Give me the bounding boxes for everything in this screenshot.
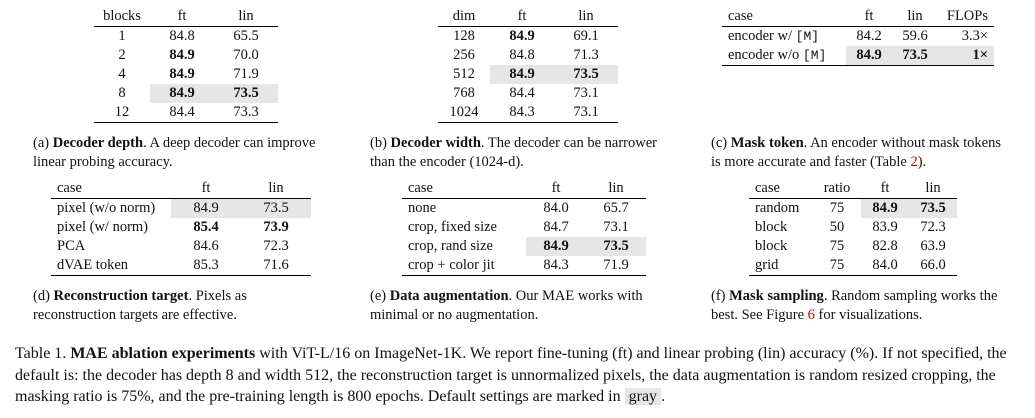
cell: 84.2 [856, 28, 882, 44]
caption-text: . Pixels as reconstruction targets are effective. [33, 288, 247, 323]
table-row [722, 46, 994, 66]
cell: 73.5 [554, 65, 618, 84]
cell: 84.9 [861, 199, 909, 219]
cell: 82.8 [872, 238, 898, 254]
header-dim: dim [438, 7, 490, 27]
header-ft: ft [526, 179, 586, 199]
caption-text: for visualizations. [814, 307, 923, 323]
caption-f [711, 287, 1016, 325]
cell: pixel (w/o norm) [57, 200, 156, 216]
cell: 84.9 [509, 28, 535, 44]
cell: 73.5 [214, 84, 278, 103]
header-case: case [722, 7, 846, 27]
header-lin: lin [909, 179, 957, 199]
cell: 73.5 [241, 199, 311, 219]
cell: 84.8 [509, 47, 535, 63]
cell: 1024 [438, 103, 490, 123]
case-text: encoder w/o [728, 47, 803, 63]
cell: 73.5 [909, 199, 957, 219]
cell: 8 [118, 85, 126, 101]
cell: 73.3 [214, 103, 278, 123]
cell [722, 46, 846, 66]
cell: 84.9 [169, 66, 195, 82]
cell: 84.9 [526, 237, 586, 256]
cell: 84.4 [150, 103, 214, 123]
cell: random [755, 200, 800, 216]
cell: 73.1 [554, 103, 618, 123]
caption-text: ). [917, 154, 927, 170]
table-row [438, 84, 618, 103]
cell: 84.8 [169, 28, 195, 44]
header-lin: lin [214, 7, 278, 27]
header-case: case [51, 179, 171, 199]
caption-a [33, 134, 333, 172]
table-row [94, 103, 278, 123]
caption-title: Data augmentation [389, 288, 509, 304]
cell: 85.4 [193, 219, 219, 235]
cell: 72.3 [920, 219, 946, 235]
caption-title: Decoder width [390, 135, 481, 151]
header-case: case [402, 179, 526, 199]
table-row [749, 199, 957, 219]
decoder-width-table [438, 7, 618, 123]
cell: 70.0 [233, 47, 259, 63]
cell: block [755, 219, 788, 235]
reconstruction-target-table [51, 179, 311, 276]
caption-prefix: Table 1. [15, 345, 71, 362]
header-ft: ft [846, 7, 892, 27]
caption-suffix: . [661, 388, 666, 405]
caption-text: . A deep decoder can improve linear probing accuracy. [33, 135, 316, 170]
cell: crop + color jit [402, 256, 526, 276]
cell: 84.7 [543, 219, 569, 235]
cell [722, 27, 846, 47]
table-row [51, 256, 311, 276]
cell: 3.3× [961, 28, 988, 44]
mask-token-symbol: [M] [795, 29, 820, 44]
table-reference-link[interactable]: 2 [910, 154, 918, 170]
cell: 59.6 [902, 28, 928, 44]
cell: 84.3 [526, 256, 586, 276]
header-ft: ft [171, 179, 241, 199]
cell: 71.3 [573, 47, 599, 63]
caption-title: Mask token [730, 135, 804, 151]
header-lin: lin [241, 179, 311, 199]
mask-token-table [722, 7, 994, 66]
table-row [51, 218, 311, 237]
cell: 84.9 [846, 46, 892, 66]
cell: 73.1 [603, 219, 629, 235]
cell: 4 [118, 66, 126, 82]
cell: 50 [829, 219, 845, 235]
cell: block [755, 238, 788, 254]
gray-sample: gray [625, 388, 661, 405]
caption-title: Mask sampling [729, 288, 824, 304]
caption-label: (a) [33, 135, 53, 151]
cell: 256 [453, 47, 475, 63]
cell: 85.3 [171, 256, 241, 276]
caption-label: (b) [370, 135, 391, 151]
header-blocks: blocks [94, 7, 150, 27]
table-row [94, 65, 278, 84]
cell: 512 [453, 66, 475, 82]
cell: 65.7 [603, 200, 629, 216]
subtable-c [722, 7, 994, 66]
table-row [438, 103, 618, 123]
table-row [722, 27, 994, 47]
cell: 1 [118, 28, 126, 44]
table-row [51, 237, 311, 256]
header-ft: ft [150, 7, 214, 27]
caption-label: (c) [711, 135, 731, 151]
decoder-depth-table [94, 7, 278, 123]
caption-title: Reconstruction target [53, 288, 189, 304]
cell: 75 [813, 256, 861, 276]
caption-b [370, 134, 670, 172]
table-caption [15, 343, 1020, 408]
table-row [749, 218, 957, 237]
caption-title: Decoder depth [52, 135, 144, 151]
cell: 84.3 [490, 103, 554, 123]
caption-label: (e) [370, 288, 390, 304]
cell: 73.5 [892, 46, 938, 66]
mask-sampling-table [749, 179, 957, 276]
subtable-d [51, 179, 311, 276]
cell: 84.0 [861, 256, 909, 276]
cell: 768 [453, 85, 475, 101]
header-lin: lin [892, 7, 938, 27]
header-ft: ft [490, 7, 554, 27]
subtable-f [749, 179, 957, 276]
cell: 1× [938, 46, 994, 66]
table-row [402, 256, 646, 276]
cell: 75 [829, 238, 845, 254]
cell: 2 [118, 47, 126, 63]
table-row [438, 27, 618, 47]
cell: none [408, 200, 437, 216]
caption-label: (d) [33, 288, 54, 304]
cell: 84.6 [193, 238, 219, 254]
caption-d [33, 287, 333, 325]
header-lin: lin [586, 179, 646, 199]
cell: 84.9 [171, 199, 241, 219]
cell: 84.0 [543, 200, 569, 216]
caption-title: MAE ablation experiments [70, 345, 256, 362]
cell: 84.9 [490, 65, 554, 84]
table-row [94, 84, 278, 103]
table-row [438, 65, 618, 84]
header-case: case [749, 179, 813, 199]
cell: dVAE token [51, 256, 171, 276]
cell: 73.9 [263, 219, 289, 235]
header-lin: lin [554, 7, 618, 27]
cell: crop, fixed size [408, 219, 497, 235]
cell: 84.4 [509, 85, 535, 101]
cell: 12 [94, 103, 150, 123]
subtable-a [94, 7, 278, 123]
caption-e [370, 287, 680, 325]
caption-label: (f) [711, 288, 730, 304]
data-augmentation-table [402, 179, 646, 276]
figure-reference-link[interactable]: 6 [807, 307, 815, 323]
cell: 83.9 [872, 219, 898, 235]
caption-c [711, 134, 1011, 172]
subtable-e [402, 179, 646, 276]
header-flops: FLOPs [938, 7, 994, 27]
table-row [438, 46, 618, 65]
caption-text: . An encoder without mask tokens is more accurate and faster (Table [711, 135, 1001, 170]
cell: 66.0 [909, 256, 957, 276]
table-row [402, 237, 646, 256]
table-row [749, 237, 957, 256]
cell: 71.9 [233, 66, 259, 82]
cell: 71.9 [586, 256, 646, 276]
case-text: encoder w/ [728, 28, 796, 44]
cell: 72.3 [263, 238, 289, 254]
table-row [749, 256, 957, 276]
table-row [94, 27, 278, 47]
table-row [94, 46, 278, 65]
cell: 84.9 [169, 47, 195, 63]
caption-text: with ViT-L/16 on ImageNet-1K. We report fine-tuning (ft) and linear probing (lin) accuracy (%). If not specified, the default is: the decoder has depth 8 and width 512, the reconstruction target is unnormalized pixels, the data augmentation is random resized cropping, the masking ratio is 75%, and the pre-training length is 800 epochs. Default settings are marked in [15, 345, 1007, 405]
cell: 71.6 [241, 256, 311, 276]
cell: 65.5 [233, 28, 259, 44]
cell: PCA [57, 238, 86, 254]
cell: 69.1 [573, 28, 599, 44]
caption-text: . The decoder can be narrower than the encoder (1024-d). [370, 135, 657, 170]
cell: 73.1 [573, 85, 599, 101]
caption-text: . Our MAE works with minimal or no augmentation. [370, 288, 643, 323]
mask-token-symbol: [M] [802, 48, 827, 63]
caption-text: . Random sampling works the best. See Figure [711, 288, 998, 323]
cell: crop, rand size [408, 238, 493, 254]
table-row [51, 199, 311, 219]
table-row [402, 218, 646, 237]
cell: 63.9 [920, 238, 946, 254]
cell: grid [749, 256, 813, 276]
cell: 75 [829, 200, 845, 216]
cell: 84.9 [150, 84, 214, 103]
cell: 128 [453, 28, 475, 44]
subtable-b [438, 7, 618, 123]
cell: 73.5 [586, 237, 646, 256]
cell: pixel (w/ norm) [57, 219, 149, 235]
header-ratio: ratio [813, 179, 861, 199]
header-ft: ft [861, 179, 909, 199]
table-row [402, 199, 646, 219]
